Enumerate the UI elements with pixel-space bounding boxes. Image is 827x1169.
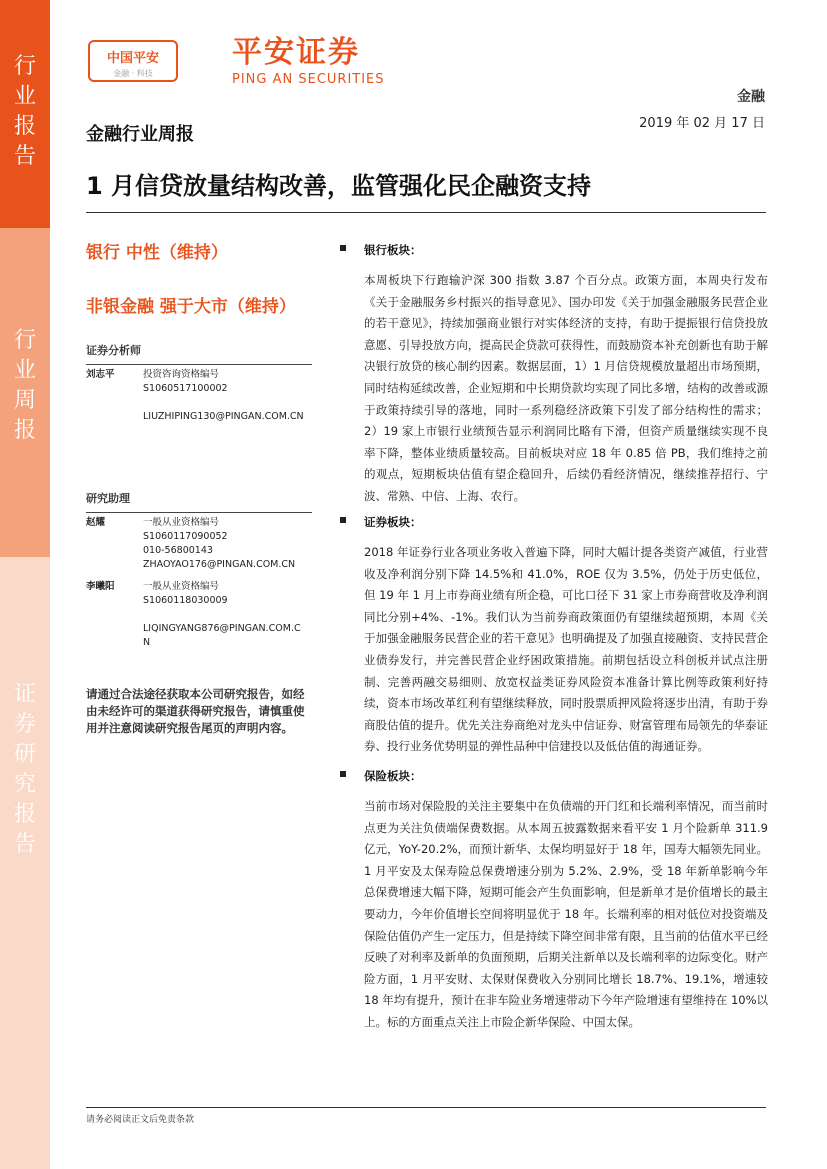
analyst-name: 刘志平 [86, 369, 115, 380]
pingan-logo-subtext: 金融 · 科技 [113, 69, 153, 78]
sidebar-label-industry-report: 行 业 报 告 [13, 54, 36, 169]
assistant-heading [86, 490, 312, 513]
bullet-square-icon [340, 245, 346, 251]
sidebar-block-bottom [0, 557, 50, 1169]
section-securities [338, 514, 768, 758]
analyst-email[interactable]: LIUZHIPING130@PINGAN.COM.CN [143, 411, 304, 422]
securities-logo-en: PING AN SECURITIES [232, 72, 385, 87]
sidebar-label-industry-weekly: 行 业 周 报 [13, 328, 36, 443]
section-title: 银行板块： [338, 242, 768, 258]
footer-note: 请务必阅读正文后免责条款 [86, 1115, 195, 1125]
sidebar-label-securities-research: 证 券 研 究 报 告 [13, 682, 36, 857]
rating-nonbank: 非银金融 强于大市（维持） [86, 297, 296, 317]
assistant-email[interactable]: ZHAOYAO176@PINGAN.COM.CN [143, 559, 296, 570]
analyst-heading-text: 证券分析师 [86, 344, 141, 357]
footer-divider [86, 1107, 766, 1108]
header-divider [86, 212, 766, 213]
section-body: 本周板块下行跑输沪深 300 指数 3.87 个百分点。政策方面，本周央行发布《关于金融服务乡村振兴的指导意见》、国办印发《关于加强金融服务民营企业的若干意见》，持续加强商业银行对实体经济的支持，有助于提振银行信贷投放意愿、引导投放方向，提高民企贷款可获得性，而鼓励资本补充创新也有助于解决银行放贷的核心制约因素。数据层面，1）1 月信贷规模放量超出市场预期，同时结构延续改善，企业短期和中长期贷款均实现了同比多增，结构的改善或源于政策持续引导的落地，同时一系列稳经济政策下引发了部分结构性的需求；2）19 家上市银行业绩预告显示利润同比略有下滑，但资产质量继续实现不良率下降，整体业绩质量较高。目前板块对应 18 年 0.85 倍 PB，我们维持之前的观点，短期板块估值有望企稳回升，后续仍看经济情况，继续推荐招行、宁波、常熟、中信、上海、农行。 [364, 273, 768, 503]
section-title: 证券板块： [338, 514, 768, 530]
section-bank [338, 242, 768, 508]
section-title: 保险板块： [338, 768, 768, 784]
assistant-name: 赵耀 [86, 517, 106, 528]
sector-label: 金融 [737, 89, 765, 105]
assistant-email[interactable]: LIQINGYANG876@PINGAN.COM.C [143, 623, 301, 634]
rating-bank: 银行 中性（维持） [86, 243, 228, 263]
section-body: 2018 年证券行业各项业务收入普遍下降，同时大幅计提各类资产减值，行业营收及净利润分别下降 14.5%和 41.0%，ROE 仅为 3.5%，仍处于历史低位，但 19 年 1 月上市券商业绩有所企稳，可比口径下 31 家上市券商营收及净利润同比分别+4%、-1%。我们认为当前券商政策面仍有望继续超预期，本周《关于加强金融服务民营企业的若干意见》也明确提及了加强直接融资、支持民营企业债券发行，并完善民营企业纾困政策措施。前期包括设立科创板并试点注册制、完善两融交易细则、放宽权益类证券风险资本准备计算比例等政策利好持续，资本市场改革红利有望继续释放，同时股票质押风险将逐步出清，有助于券商股估值的提升。优先关注券商绝对龙头中信证券、财富管理布局领先的华泰证券、投行业务优势明显的弹性品种中信建投以及低估值的海通证券。 [364, 545, 768, 754]
assistant-info: 一般从业资格编号 S1060117090052 010-56800143 ZHAOYAO176@PINGAN.COM.CN [143, 516, 313, 572]
section-body: 当前市场对保险股的关注主要集中在负债端的开门红和长端利率情况，而当前时点更为关注负债端保费数据。从本周五披露数据来看平安 1 月个险新单 311.9 亿元，YoY-20.2%，而预计新华、太保均明显好于 18 年，国寿大幅领先同业。1 月平安及太保寿险总保费增速分别为 5.2%、2.9%，受 18 年新单影响今年总保费增速大幅下降，短期可能会产生负面影响，但是新单才是价值增长的最主要动力，今年价值增长空间将明显优于 18 年。长端利率的相对低位对投资端及保险估值仍产生一定压力，但是持续下降空间非常有限，且当前的估值水平已经反映了对利率及新单的负面预期，后期关注新单以及长端利率的边际变化。财产险方面，1 月平安财、太保财保费收入分别同比增长 18.7%、19.1%，增速较 18 年均有提升，预计在非车险业务增速带动下今年产险增速有望维持在 10%以上。标的方面重点关注上市险企新华保险、中国太保。 [364, 799, 769, 1029]
report-type: 金融行业周报 [86, 124, 194, 145]
pingan-logo [88, 40, 178, 82]
assistant-name: 李曦阳 [86, 581, 115, 592]
bullet-square-icon [340, 771, 346, 777]
assistant-card [86, 516, 312, 576]
section-insurance [338, 768, 768, 1034]
analyst-heading [86, 342, 312, 365]
securities-logo-cn: 平安证券 [232, 35, 360, 70]
bullet-square-icon [340, 517, 346, 523]
assistant-info: 一般从业资格编号 S1060118030009 LIQINGYANG876@PINGAN.COM.C N [143, 580, 313, 650]
page-title: 1 月信贷放量结构改善，监管强化民企融资支持 [86, 172, 592, 200]
analyst-info: 投资咨询资格编号 S1060517100002 LIUZHIPING130@PINGAN.COM.CN [143, 368, 313, 424]
analyst-card [86, 368, 312, 438]
pingan-logo-text: 中国平安 [106, 51, 159, 66]
assistant-card [86, 580, 312, 650]
assistant-heading-text: 研究助理 [86, 492, 130, 505]
securities-logo [232, 36, 385, 87]
disclaimer-note: 请通过合法途径获取本公司研究报告，如经由未经许可的渠道获得研究报告，请慎重使用并注意阅读研究报告尾页的声明内容。 [86, 687, 305, 735]
report-date: 2019 年 02 月 17 日 [639, 116, 765, 131]
